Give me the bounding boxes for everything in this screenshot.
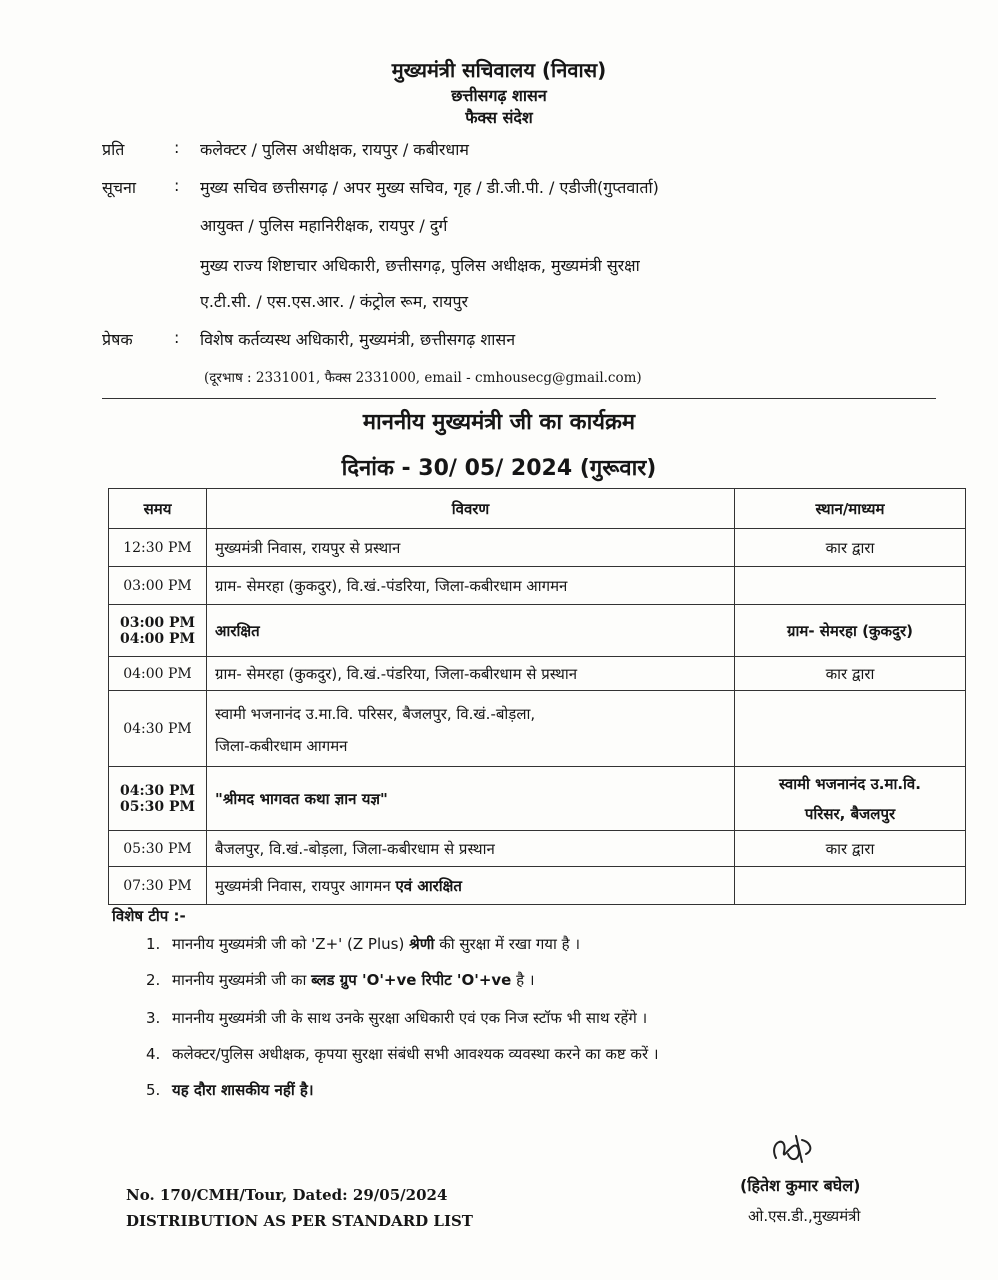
table-header-row (109, 489, 966, 529)
row-place: कार द्वारा (735, 831, 966, 867)
tip-number: 3. (146, 1009, 161, 1027)
program-title: माननीय मुख्यमंत्री जी का कार्यक्रम (362, 410, 636, 435)
row-time (109, 605, 207, 657)
row-time: 04:00 PM (109, 657, 207, 691)
row-time: 03:00 PM (109, 567, 207, 605)
row-desc: ग्राम- सेमरहा (कुकदुर), वि.खं.-पंडरिया, जिला-कबीरधाम आगमन (207, 567, 735, 605)
table-row (109, 529, 966, 567)
table-row (109, 567, 966, 605)
info-line: आयुक्त / पुलिस महानिरीक्षक, रायपुर / दुर्ग (200, 216, 448, 235)
row-time: 04:30 PM (109, 691, 207, 767)
reference-number: No. 170/CMH/Tour, Dated: 29/05/2024 (126, 1186, 448, 1204)
table-row (109, 767, 966, 831)
tip-number: 2. (146, 971, 161, 989)
signatory-name: (हितेश कुमार बघेल) (740, 1176, 861, 1195)
row-time-end: 05:30 PM (119, 798, 196, 815)
header-details: विवरण (207, 489, 735, 529)
table-row (109, 605, 966, 657)
row-place (735, 691, 966, 767)
tip-bold: ब्लड ग्रुप 'O'+ve रिपीट 'O'+ve (311, 971, 512, 989)
sender-text: विशेष कर्तव्यस्थ अधिकारी, मुख्यमंत्री, छत्तीसगढ़ शासन (200, 330, 516, 349)
sender-colon: : (174, 328, 180, 347)
table-row (109, 831, 966, 867)
sender-label: प्रेषक (102, 330, 133, 349)
row-place: ग्राम- सेमरहा (कुकदुर) (735, 605, 966, 657)
row-time (109, 767, 207, 831)
tip-text: की सुरक्षा में रखा गया है । (434, 935, 581, 953)
info-label: सूचना (102, 178, 137, 197)
row-time-start: 04:30 PM (119, 782, 196, 799)
tip-item (146, 970, 535, 990)
row-time: 07:30 PM (109, 867, 207, 905)
distribution-note: DISTRIBUTION AS PER STANDARD LIST (126, 1212, 473, 1230)
signatory-designation: ओ.एस.डी.,मुख्यमंत्री (748, 1207, 861, 1225)
document-type: फैक्स संदेश (465, 108, 533, 127)
row-desc (207, 867, 735, 905)
row-desc (207, 691, 735, 767)
to-colon: : (174, 138, 180, 157)
row-place (735, 567, 966, 605)
tip-number: 5. (146, 1081, 161, 1099)
tip-bold: यह दौरा शासकीय नहीं है। (172, 1081, 314, 1099)
row-place: कार द्वारा (735, 529, 966, 567)
tip-number: 4. (146, 1045, 161, 1063)
tip-number: 1. (146, 935, 161, 953)
tip-bold: श्रेणी (409, 935, 435, 953)
tip-text: कलेक्टर/पुलिस अधीक्षक, कृपया सुरक्षा संबंधी सभी आवश्यक व्यवस्था करने का कष्ट करें । (172, 1045, 659, 1063)
to-label: प्रति (102, 140, 125, 159)
tip-text: माननीय मुख्यमंत्री जी के साथ उनके सुरक्षा अधिकारी एवं एक निज स्टॉफ भी साथ रहेंगे । (172, 1009, 648, 1027)
row-desc-text: मुख्यमंत्री निवास, रायपुर आगमन (215, 876, 391, 895)
info-colon: : (174, 176, 180, 195)
tips-heading: विशेष टीप :- (112, 907, 186, 925)
divider (102, 398, 936, 399)
row-desc-line: स्वामी भजनानंद उ.मा.वि. परिसर, बैजलपुर, वि.खं.-बोड़ला, (215, 704, 536, 723)
header-time: समय (109, 489, 207, 529)
tip-text: है । (511, 971, 535, 989)
row-place-line: स्वामी भजनानंद उ.मा.वि. (779, 774, 921, 793)
schedule-table (108, 488, 966, 905)
row-time: 12:30 PM (109, 529, 207, 567)
sender-contact: (दूरभाष : 2331001, फैक्स 2331000, email - cmhousecg@gmail.com) (204, 370, 642, 386)
row-desc-line: जिला-कबीरधाम आगमन (215, 736, 348, 755)
row-time: 05:30 PM (109, 831, 207, 867)
row-place (735, 867, 966, 905)
tip-item (146, 934, 580, 954)
header-place: स्थान/माध्यम (735, 489, 966, 529)
row-place (735, 767, 966, 831)
office-title: मुख्यमंत्री सचिवालय (निवास) (391, 58, 607, 82)
row-time-end: 04:00 PM (119, 630, 196, 647)
tip-item (146, 1008, 647, 1028)
row-time-start: 03:00 PM (119, 614, 196, 631)
row-desc: मुख्यमंत्री निवास, रायपुर से प्रस्थान (207, 529, 735, 567)
table-row (109, 867, 966, 905)
row-desc: "श्रीमद भागवत कथा ज्ञान यज्ञ" (207, 767, 735, 831)
info-line: ए.टी.सी. / एस.एस.आर. / कंट्रोल रूम, रायपुर (200, 292, 469, 311)
row-desc: बैजलपुर, वि.खं.-बोड़ला, जिला-कबीरधाम से प्रस्थान (207, 831, 735, 867)
info-line: मुख्य सचिव छत्तीसगढ़ / अपर मुख्य सचिव, गृह / डी.जी.पी. / एडीजी(गुप्तवार्ता) (200, 178, 659, 197)
row-desc-bold: एवं आरक्षित (395, 876, 462, 895)
tip-text: माननीय मुख्यमंत्री जी का (172, 971, 312, 989)
table-row (109, 691, 966, 767)
row-place-line: परिसर, बैजलपुर (804, 804, 896, 823)
tip-text: माननीय मुख्यमंत्री जी को 'Z+' (Z Plus) (172, 935, 410, 953)
info-line: मुख्य राज्य शिष्टाचार अधिकारी, छत्तीसगढ़, पुलिस अधीक्षक, मुख्यमंत्री सुरक्षा (200, 256, 640, 275)
table-row (109, 657, 966, 691)
row-desc: ग्राम- सेमरहा (कुकदुर), वि.खं.-पंडरिया, जिला-कबीरधाम से प्रस्थान (207, 657, 735, 691)
signature-mark (758, 1128, 828, 1178)
program-date: दिनांक - 30/ 05/ 2024 (गुरूवार) (341, 456, 657, 481)
row-desc: आरक्षित (207, 605, 735, 657)
to-recipients: कलेक्टर / पुलिस अधीक्षक, रायपुर / कबीरधाम (200, 140, 469, 159)
row-place: कार द्वारा (735, 657, 966, 691)
tip-item (146, 1044, 659, 1064)
tip-item (146, 1080, 314, 1100)
government-name: छत्तीसगढ़ शासन (451, 86, 547, 105)
